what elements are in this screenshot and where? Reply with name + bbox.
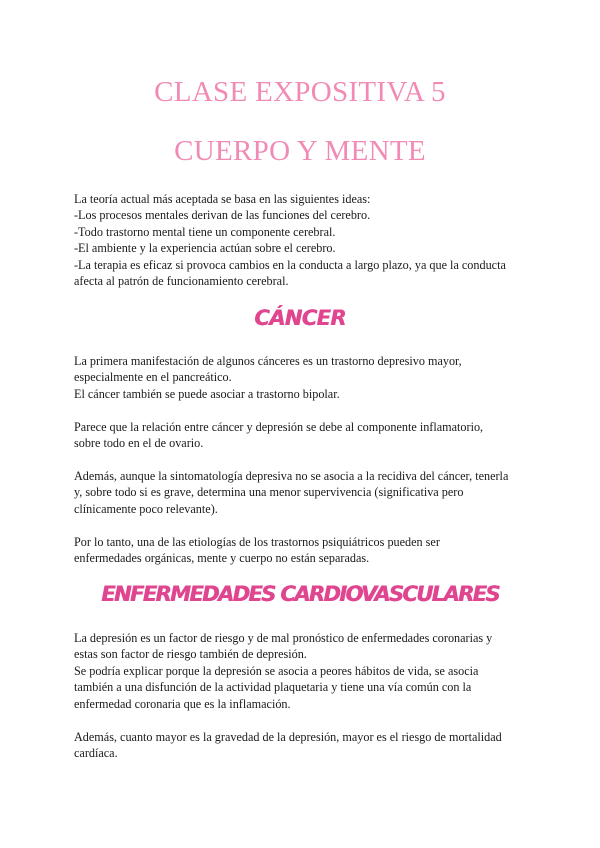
paragraph-line: estas son factor de riesgo también de depresión. xyxy=(74,647,307,662)
cardio-paragraph-2 xyxy=(74,729,534,762)
paragraph-line: clínicamente poco relevante). xyxy=(74,501,218,516)
paragraph-line: también a una disfunción de la actividad plaquetaria y tiene una vía común con la xyxy=(74,680,472,695)
intro-line: -Los procesos mentales derivan de las funciones del cerebro. xyxy=(74,208,371,223)
paragraph-line: Se podría explicar porque la depresión se asocia a peores hábitos de vida, se asocia xyxy=(74,663,479,678)
intro-line: La teoría actual más aceptada se basa en las siguientes ideas: xyxy=(74,192,371,206)
paragraph-line: enfermedad coronaria que es la inflamación. xyxy=(74,696,291,711)
intro-line: -Todo trastorno mental tiene un componente cerebral. xyxy=(74,224,336,239)
intro-line: -El ambiente y la experiencia actúan sobre el cerebro. xyxy=(74,241,336,256)
page-title-line-2: CUERPO Y MENTE xyxy=(174,135,426,167)
paragraph-line: Además, cuanto mayor es la gravedad de la depresión, mayor es el riesgo de mortalidad xyxy=(74,730,502,744)
paragraph-line: y, sobre todo si es grave, determina una menor supervivencia (significativa pero xyxy=(74,485,464,500)
intro-line: -La terapia es eficaz si provoca cambios en la conducta a largo plazo, ya que la conducta xyxy=(74,257,506,272)
intro-line: afecta al patrón de funcionamiento cerebral. xyxy=(74,274,289,289)
section-heading-cardiovascular: ENFERMEDADES CARDIOVASCULARES xyxy=(101,582,499,606)
paragraph-line: Parece que la relación entre cáncer y depresión se debe al componente inflamatorio, xyxy=(74,420,484,434)
paragraph-line: enfermedades orgánicas, mente y cuerpo no están separadas. xyxy=(74,551,370,566)
cancer-paragraph-4 xyxy=(74,534,534,567)
intro-paragraph xyxy=(74,191,534,289)
section-heading-cancer: CÁNCER xyxy=(254,306,346,330)
paragraph-line: cardíaca. xyxy=(74,746,118,761)
paragraph-line: sobre todo en el de ovario. xyxy=(74,436,204,451)
cancer-paragraph-2 xyxy=(74,419,534,452)
paragraph-line: especialmente en el pancreático. xyxy=(74,370,232,385)
paragraph-line: Por lo tanto, una de las etiologías de los trastornos psiquiátricos pueden ser xyxy=(74,535,440,549)
cancer-paragraph-1 xyxy=(74,353,534,402)
paragraph-line: La primera manifestación de algunos cánceres es un trastorno depresivo mayor, xyxy=(74,354,462,368)
page-title-line-1: CLASE EXPOSITIVA 5 xyxy=(154,76,446,108)
paragraph-line: El cáncer también se puede asociar a trastorno bipolar. xyxy=(74,386,340,401)
paragraph-line: Además, aunque la sintomatología depresiva no se asocia a la recidiva del cáncer, tenerla xyxy=(74,469,509,483)
cardio-paragraph-1 xyxy=(74,630,534,712)
cancer-paragraph-3 xyxy=(74,468,534,517)
paragraph-line: La depresión es un factor de riesgo y de mal pronóstico de enfermedades coronarias y xyxy=(74,631,493,645)
